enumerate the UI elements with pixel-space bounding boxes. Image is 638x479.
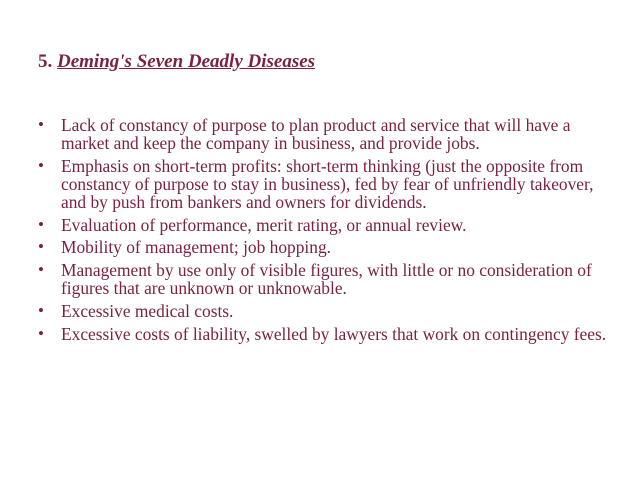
bullet-icon: •	[38, 214, 44, 234]
bullet-item	[38, 216, 618, 234]
bullet-icon: •	[38, 323, 44, 343]
title-number: 5.	[38, 51, 53, 72]
title-heading: Deming's Seven Deadly Diseases	[57, 51, 316, 72]
bullet-item	[38, 302, 618, 320]
bullet-list	[38, 116, 618, 347]
bullet-icon: •	[38, 155, 44, 175]
bullet-text: Excessive costs of liability, swelled by lawyers that work on contingency fees.	[61, 323, 607, 344]
bullet-text: Excessive medical costs.	[61, 300, 234, 321]
bullet-item	[38, 116, 618, 152]
bullet-item	[38, 157, 618, 211]
bullet-text: Management by use only of visible figures, with little or no consideration of figures that are unknown or unknowable.	[61, 260, 592, 299]
bullet-icon: •	[38, 237, 44, 257]
bullet-text: Mobility of management; job hopping.	[61, 237, 332, 258]
bullet-item	[38, 261, 618, 297]
bullet-icon: •	[38, 300, 44, 320]
bullet-item	[38, 238, 618, 256]
slide-title	[38, 50, 315, 74]
bullet-icon: •	[38, 115, 44, 134]
bullet-item	[38, 325, 618, 343]
bullet-icon: •	[38, 260, 44, 280]
bullet-text: Lack of constancy of purpose to plan product and service that will have a market and keep the company in business, and provide jobs.	[61, 115, 571, 154]
bullet-text: Evaluation of performance, merit rating, or annual review.	[61, 214, 467, 235]
bullet-text: Emphasis on short-term profits: short-term thinking (just the opposite from constancy of purpose to stay in business), fed by fear of unfriendly takeover, and by push from bankers and owners for dividends.	[61, 155, 594, 212]
